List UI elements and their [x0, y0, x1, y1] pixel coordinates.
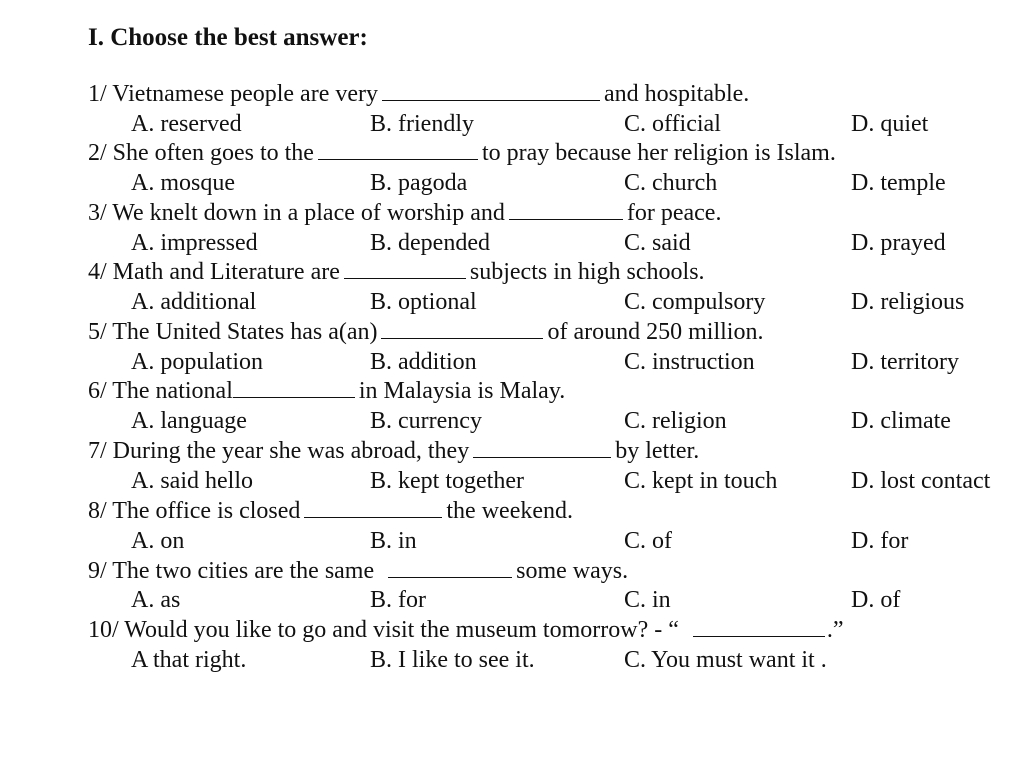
question-text: to pray because her religion is Islam.	[481, 140, 836, 166]
question-text: in Malaysia is Malay.	[358, 378, 566, 404]
question-text: 1/ Vietnamese people are very	[88, 81, 378, 107]
question-8	[88, 497, 573, 525]
question-text: 5/ The United States has a(an)	[88, 319, 378, 345]
option-d: D. temple	[851, 170, 946, 196]
answer-blank	[344, 258, 466, 279]
question-text: subjects in high schools.	[469, 259, 705, 285]
option-b: B. in	[370, 528, 417, 554]
question-text: 10/ Would you like to go and visit the museum tomorrow? - “	[88, 617, 679, 643]
option-c: C. in	[624, 587, 671, 613]
answer-blank	[381, 318, 543, 339]
question-text: 6/ The national	[88, 378, 233, 404]
answer-blank	[693, 616, 825, 637]
option-c: C. compulsory	[624, 289, 766, 315]
option-a: A. on	[131, 528, 185, 554]
answer-blank	[304, 497, 442, 518]
option-d: D. territory	[851, 349, 959, 375]
option-b: B. pagoda	[370, 170, 468, 196]
option-d: D. lost contact	[851, 468, 991, 494]
option-b: B. currency	[370, 408, 482, 434]
option-a: A. impressed	[131, 230, 258, 256]
question-4	[88, 258, 705, 286]
question-text: some ways.	[516, 558, 629, 584]
option-a: A that right.	[131, 647, 247, 673]
option-c: C. You must want it .	[624, 647, 827, 673]
option-b: B. optional	[370, 289, 477, 315]
question-2	[88, 139, 836, 167]
question-3	[88, 199, 721, 227]
option-c: C. instruction	[624, 349, 755, 375]
question-text: 7/ During the year she was abroad, they	[88, 438, 470, 464]
question-1	[88, 80, 749, 108]
section-title: I. Choose the best answer:	[88, 24, 368, 51]
option-b: B. for	[370, 587, 426, 613]
option-c: C. religion	[624, 408, 727, 434]
answer-blank	[233, 377, 355, 398]
answer-blank	[388, 557, 512, 578]
option-d: D. climate	[851, 408, 951, 434]
question-10	[88, 616, 844, 644]
answer-blank	[318, 139, 478, 160]
question-6	[88, 377, 565, 405]
option-a: A. population	[131, 349, 263, 375]
question-text: 3/ We knelt down in a place of worship and	[88, 200, 505, 226]
option-a: A. additional	[131, 289, 257, 315]
question-text: for peace.	[626, 200, 722, 226]
option-b: B. depended	[370, 230, 490, 256]
question-text: by letter.	[615, 438, 700, 464]
option-d: D. quiet	[851, 111, 929, 137]
option-d: D. for	[851, 528, 909, 554]
question-9	[88, 557, 628, 585]
option-d: D. religious	[851, 289, 965, 315]
option-c: C. official	[624, 111, 721, 137]
answer-blank	[382, 80, 600, 101]
option-c: C. said	[624, 230, 691, 256]
question-text: 2/ She often goes to the	[88, 140, 314, 166]
option-b: B. addition	[370, 349, 477, 375]
question-text: .”	[826, 617, 844, 643]
option-c: C. church	[624, 170, 718, 196]
option-c: C. kept in touch	[624, 468, 778, 494]
question-7	[88, 437, 699, 465]
option-a: A. mosque	[131, 170, 235, 196]
question-5	[88, 318, 763, 346]
question-text: and hospitable.	[604, 81, 750, 107]
option-a: A. reserved	[131, 111, 242, 137]
answer-blank	[509, 199, 623, 220]
option-b: B. friendly	[370, 111, 474, 137]
option-a: A. said hello	[131, 468, 253, 494]
question-text: the weekend.	[446, 498, 573, 524]
option-b: B. I like to see it.	[370, 647, 535, 673]
answer-blank	[473, 437, 611, 458]
question-text: of around 250 million.	[547, 319, 764, 345]
option-b: B. kept together	[370, 468, 524, 494]
option-d: D. of	[851, 587, 901, 613]
question-text: 9/ The two cities are the same	[88, 558, 375, 584]
option-c: C. of	[624, 528, 672, 554]
option-a: A. language	[131, 408, 247, 434]
question-text: 4/ Math and Literature are	[88, 259, 340, 285]
option-d: D. prayed	[851, 230, 946, 256]
question-text: 8/ The office is closed	[88, 498, 301, 524]
option-a: A. as	[131, 587, 181, 613]
